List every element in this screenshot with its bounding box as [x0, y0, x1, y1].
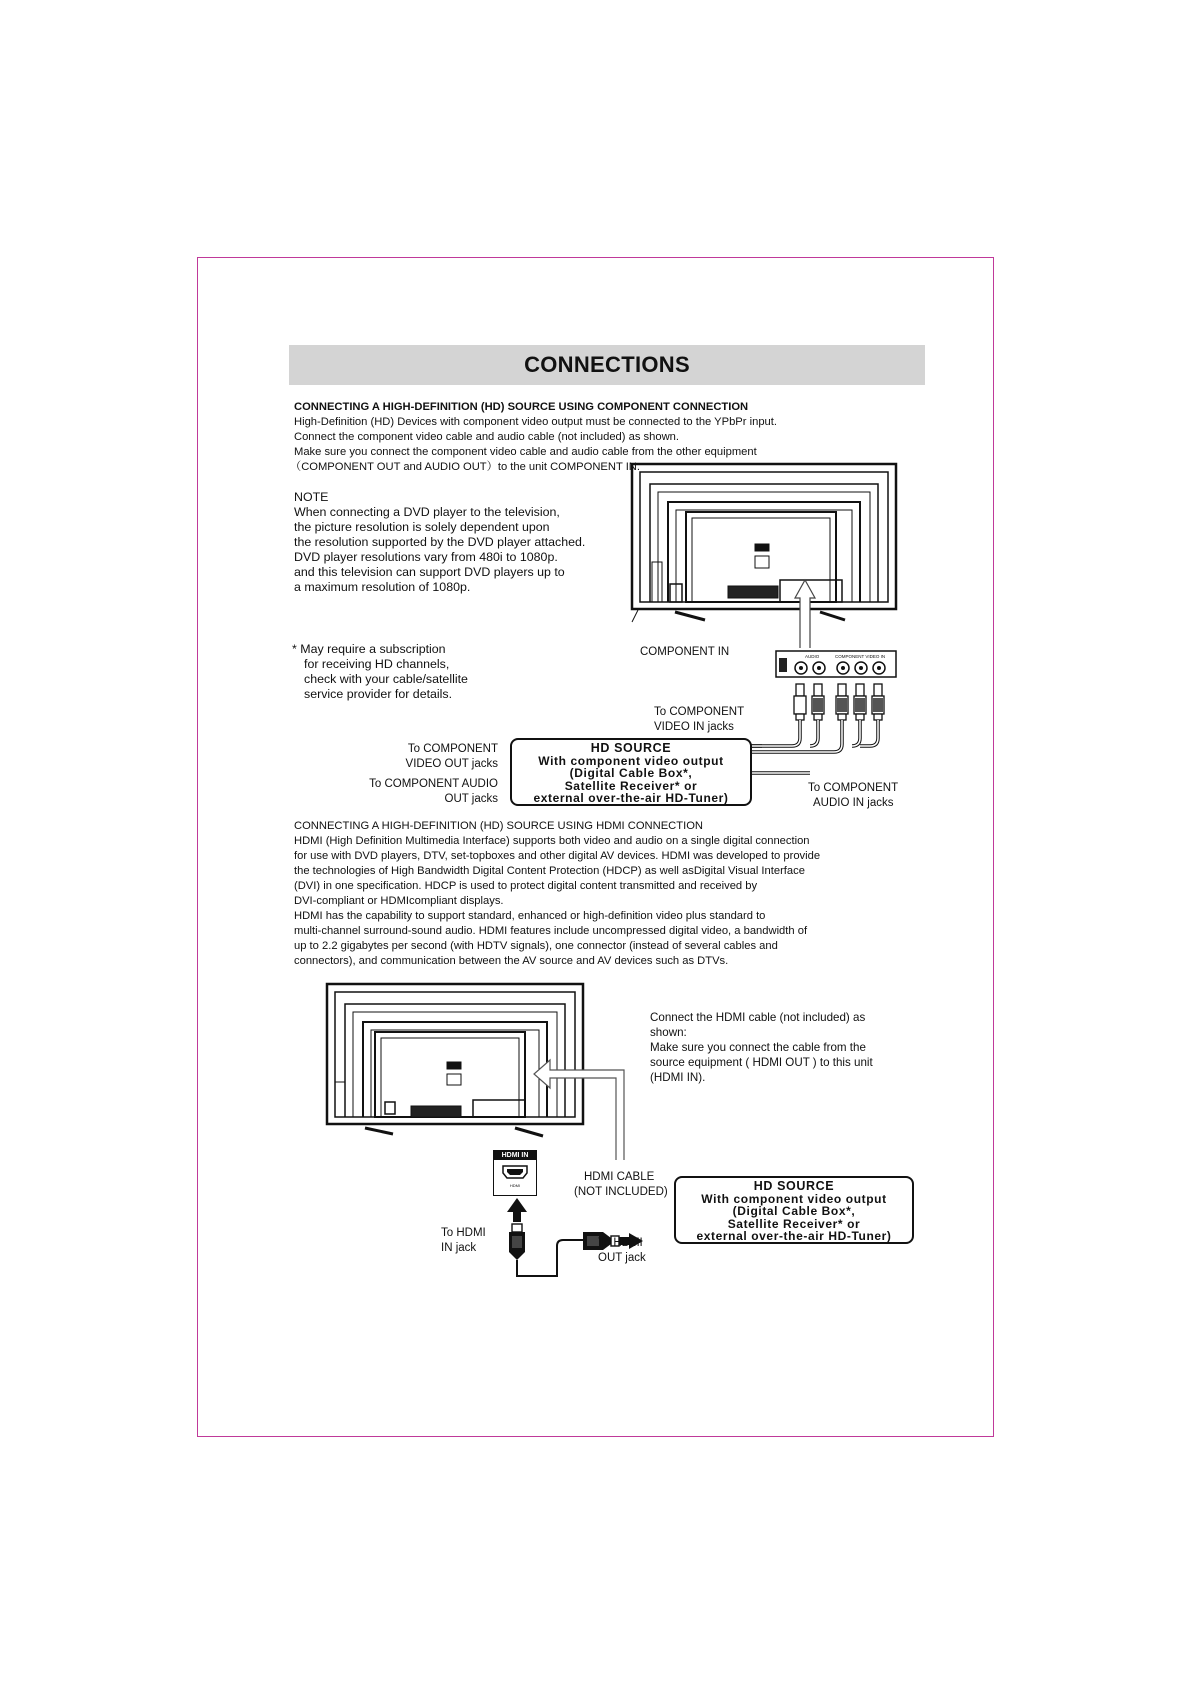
- hdmi-line: multi-channel surround-sound audio. HDMI features include uncompressed digital video, a bandwidth of: [294, 925, 808, 937]
- hdmi-in-tag: HDMI IN: [494, 1151, 536, 1160]
- footnote-line: service provider for details.: [304, 687, 453, 701]
- hdmi-line: DVI-compliant or HDMIcompliant displays.: [294, 895, 504, 907]
- hdmi-line: for use with DVD players, DTV, set-topboxes and other digital AV devices. HDMI was developed to provide: [294, 850, 821, 862]
- page-title: CONNECTIONS: [524, 352, 690, 377]
- hdmi-side-line: Connect the HDMI cable (not included) as: [650, 1011, 866, 1024]
- hd-source-line: (Digital Cable Box*,: [569, 766, 693, 781]
- hdmi-line: HDMI has the capability to support standard, enhanced or high-definition video plus standard to: [294, 910, 766, 922]
- note-line: When connecting a DVD player to the television,: [294, 505, 560, 519]
- panel-component-video-label: COMPONENT VIDEO IN: [835, 654, 886, 659]
- label-audio-out-jacks: To COMPONENT AUDIO: [369, 778, 498, 790]
- label-audio-out-jacks: OUT jacks: [444, 793, 498, 805]
- label-video-in-jacks: To COMPONENT: [654, 706, 745, 718]
- hd-source-line: (Digital Cable Box*,: [732, 1204, 856, 1219]
- hdmi-line: HDMI (High Definition Multimedia Interface) supports both video and audio on a single digital connection: [294, 835, 810, 847]
- hdmi-heading: CONNECTING A HIGH-DEFINITION (HD) SOURCE USING HDMI CONNECTION: [294, 820, 703, 832]
- tv-rear-diagram-component: [630, 462, 900, 627]
- hdmi-line: the technologies of High Bandwidth Digital Content Protection (HDCP) as well asDigital Visual Interface: [294, 865, 805, 877]
- hd-source-box-hdmi: [674, 1176, 914, 1244]
- hdmi-line: (DVI) in one specification. HDCP is used to protect digital content transmitted and received by: [294, 880, 758, 892]
- label-video-out-jacks: To COMPONENT: [407, 743, 498, 755]
- hd-source-line: Satellite Receiver* or: [727, 1216, 861, 1231]
- component-in-panel: [775, 650, 897, 678]
- note-line: the resolution supported by the DVD player attached.: [294, 535, 586, 549]
- component-line: （COMPONENT OUT and AUDIO OUT）to the unit COMPONENT IN.: [290, 461, 640, 473]
- arrow-up-to-component-in: [794, 578, 816, 648]
- label-video-in-jacks: VIDEO IN jacks: [654, 721, 734, 733]
- note-title: NOTE: [294, 490, 329, 504]
- hd-source-title: HD SOURCE: [590, 741, 672, 755]
- footnote-line: for receiving HD channels,: [304, 657, 450, 671]
- hd-source-title: HD SOURCE: [753, 1179, 835, 1193]
- component-line: High-Definition (HD) Devices with component video output must be connected to the YPbPr input.: [294, 416, 777, 428]
- label-component-in: COMPONENT IN: [640, 646, 730, 658]
- footnote-line: check with your cable/satellite: [304, 672, 468, 686]
- component-heading: CONNECTING A HIGH-DEFINITION (HD) SOURCE USING COMPONENT CONNECTION: [294, 401, 749, 413]
- component-line: Connect the component video cable and audio cable (not included) as shown.: [294, 431, 679, 443]
- hdmi-callout-arrow: [530, 1050, 630, 1162]
- hdmi-side-line: Make sure you connect the cable from the: [650, 1041, 866, 1054]
- page-title-bar: [289, 345, 925, 385]
- label-video-out-jacks: VIDEO OUT jacks: [405, 758, 498, 770]
- note-line: and this television can support DVD players up to: [294, 565, 565, 579]
- component-cable-to-source: [750, 740, 810, 780]
- label-hdmi-cable: (NOT INCLUDED): [574, 1186, 668, 1198]
- label-audio-in-jacks: AUDIO IN jacks: [813, 797, 894, 809]
- hd-source-box-component: [510, 738, 752, 806]
- component-line: Make sure you connect the component video cable and audio cable from the other equipment: [294, 446, 757, 458]
- label-to-hdmi-in: To HDMI: [441, 1227, 486, 1239]
- hd-source-line: With component video output: [701, 1191, 887, 1206]
- hdmi-line: connectors), and communication between the AV source and AV devices such as DTVs.: [294, 955, 729, 967]
- label-hdmi-cable: HDMI CABLE: [584, 1171, 655, 1183]
- footnote-line: * May require a subscription: [292, 642, 446, 656]
- hd-source-line: external over-the-air HD-Tuner): [533, 791, 729, 806]
- label-to-hdmi-out: To HDMI: [598, 1237, 643, 1249]
- hdmi-port-icon: [502, 1165, 528, 1179]
- label-to-hdmi-in: IN jack: [441, 1242, 477, 1254]
- hdmi-port-text: HDMI: [509, 1183, 521, 1188]
- note-line: a maximum resolution of 1080p.: [294, 580, 471, 594]
- hdmi-side-line: (HDMI IN).: [650, 1071, 706, 1084]
- label-audio-in-jacks: To COMPONENT: [808, 782, 899, 794]
- hdmi-side-line: source equipment ( HDMI OUT ) to this unit: [650, 1056, 873, 1069]
- hd-source-line: Satellite Receiver* or: [564, 778, 698, 793]
- hdmi-line: up to 2.2 gigabytes per second (with HDTV signals), one connector (instead of several cables and: [294, 940, 778, 952]
- hdmi-side-line: shown:: [650, 1026, 687, 1039]
- label-to-hdmi-out: OUT jack: [598, 1252, 646, 1264]
- note-line: DVD player resolutions vary from 480i to 1080p.: [294, 550, 558, 564]
- note-line: the picture resolution is solely dependent upon: [294, 520, 550, 534]
- panel-audio-label: AUDIO: [805, 654, 820, 659]
- hd-source-line: external over-the-air HD-Tuner): [696, 1229, 892, 1244]
- hd-source-line: With component video output: [538, 753, 724, 768]
